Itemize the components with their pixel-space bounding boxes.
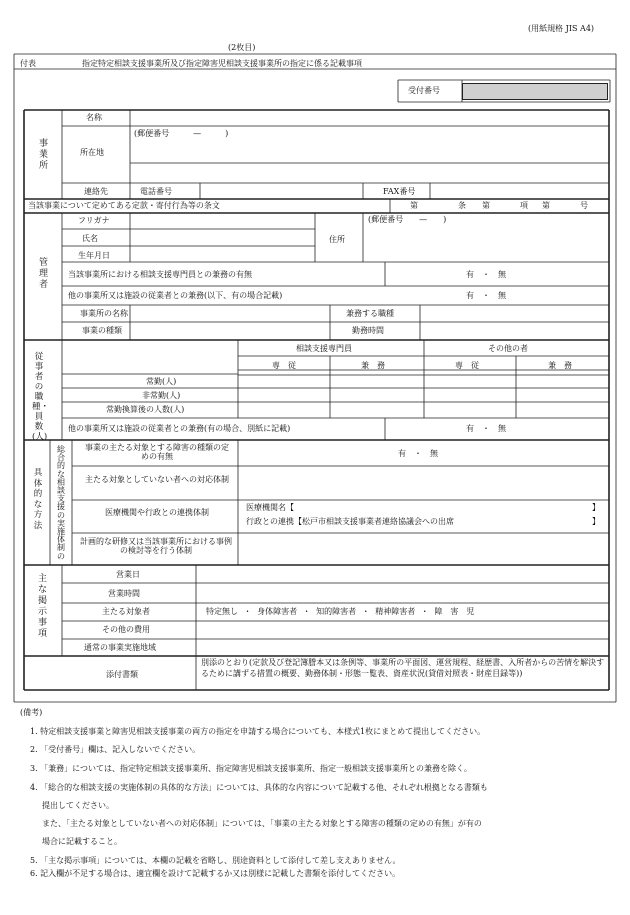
office-fax-label: FAX番号 [383,187,416,196]
manager-hours-label: 勤務時間 [352,326,384,335]
staff-row-converted: 常勤換算後の人数(人) [106,405,185,414]
manager-section-label: 管理者 [38,258,48,290]
office-postal-code[interactable]: (郵便番号 — ) [134,129,229,138]
manager-business-type-label: 事業の種類 [82,326,122,335]
office-section-label: 事業所 [38,139,48,171]
note-4-cont-3: 場合に記載すること。 [42,837,122,846]
articles-go: 号 [580,201,588,210]
system-target-definition-label: 事業の主たる対象とする障害の種類の定めの有無 [85,443,229,462]
manager-position-label: 兼務する職種 [346,309,394,318]
articles-jo: 条 [458,201,466,210]
manager-concurrent-other-choice[interactable]: 有 ・ 無 [466,291,506,300]
staff-concurrent-other-choice[interactable]: 有 ・ 無 [466,424,506,433]
form-title: 指定特定相談支援事業所及び指定障害児相談支援事業所の指定に係る記載事項 [82,59,362,68]
manager-concurrent-other-label: 他の事業所又は施設の従業者との兼務(以下、有の場合記載) [68,291,283,300]
appendix-label: 付表 [20,59,36,68]
office-contact-label: 連絡先 [84,187,108,196]
articles-ko: 項 [520,201,528,210]
manager-name-label: 氏名 [82,234,98,243]
system-inner-label: 総合的な相談支援の実施体制の [57,445,65,561]
display-target-label: 主たる対象者 [102,607,150,616]
manager-postal-code[interactable]: (郵便番号 — ) [368,215,447,224]
system-outer-label: 具体的な方法 [33,468,43,531]
note-1: 1. 特定相談支援事業と障害児相談支援事業の両方の指定を申請する場合についても、本様式1枚にまとめて提出してください。 [30,727,486,736]
office-address-label: 所在地 [80,148,104,157]
display-area-label: 通常の事業実施地域 [84,643,156,652]
staff-row-parttime: 非常勤(人) [142,391,181,400]
staff-specialist-concurrent: 兼 務 [361,361,385,370]
system-non-target-label: 主たる対象としていない者への対応体制 [85,475,229,484]
note-4-cont-2: また、「主たる対象としていない者への対応体制」については、「事業の主たる対象とする障害の種類の定めの有無」が有の [42,819,482,828]
receipt-number-label: 受付番号 [408,86,440,95]
articles-dai-2: 第 [482,201,490,210]
notes-heading: (備考) [20,708,43,717]
system-medical-institution-end: 】 [592,503,600,512]
system-target-definition-choice[interactable]: 有 ・ 無 [398,449,438,458]
display-business-days-label: 営業日 [116,570,140,579]
staff-other-fulltime: 専 従 [455,361,479,370]
articles-dai-1: 第 [410,201,418,210]
system-cooperation-label: 医療機関や行政との連携体制 [105,508,209,517]
staff-specialist-fulltime: 専 従 [272,361,296,370]
note-6: 6. 記入欄が不足する場合は、適宜欄を設けて記載するか又は別様に記載した書類を添付してください。 [30,869,401,878]
system-training-label: 計画的な研修又は当該事業所における事例の検討等を行う体制 [80,537,232,556]
attachment-text: 別添のとおり(定款及び登記簿謄本又は条例等、事業所の平面図、運営規程、経歴書、入所者からの苦情を解決するために講ずる措置の概要、勤務体制・形態一覧表、資産状況(貸借対照表・財産目録等)) [201,658,605,678]
system-medical-institution[interactable]: 医療機関名【 [246,503,294,512]
note-5: 5. 「主な掲示事項」については、本欄の記載を省略し、別途資料として添付して差し支えありません。 [30,856,401,865]
articles-label: 当該事業について定めてある定款・寄付行為等の条文 [28,201,220,210]
note-4: 4. 「総合的な相談支援の実施体制の具体的な方法」については、具体的な内容について記載する他、それぞれ根拠となる書類も [30,783,488,792]
articles-dai-3: 第 [542,201,550,210]
display-target-options[interactable]: 特定無し ・ 身体障害者 ・ 知的障害者 ・ 精神障害者 ・ 障 害 児 [206,607,475,616]
attachment-label: 添付書類 [106,670,138,679]
paper-spec: (用紙規格 JIS A4) [528,24,595,33]
page-number: (2枚目) [228,43,256,52]
staff-section-label: 従事者の職種・員数(人) [32,352,50,442]
manager-address-label: 住所 [329,235,345,244]
manager-furigana-label: フリガナ [78,216,110,225]
manager-concurrent-specialist-label: 当該事業所における相談支援専門員との兼務の有無 [68,270,252,279]
manager-concurrent-specialist-choice[interactable]: 有 ・ 無 [466,270,506,279]
display-fee-label: その他の費用 [102,625,150,634]
office-phone-label: 電話番号 [140,187,172,196]
note-3: 3. 「兼務」については、指定特定相談支援事業所、指定障害児相談支援事業所、指定一般相談支援事業所との兼務を除く。 [30,764,472,773]
staff-other-concurrent: 兼 務 [548,361,572,370]
display-section-label: 主な掲示事項 [37,574,47,639]
note-2: 2. 「受付番号」欄は、記入しないでください。 [30,745,201,754]
note-4-cont-1: 提出してください。 [42,801,114,810]
manager-facility-name-label: 事業所の名称 [80,309,128,318]
staff-row-fulltime: 常勤(人) [146,377,177,386]
system-government-cooperation[interactable]: 行政との連携【松戸市相談支援事業者連絡協議会への出席 [246,517,454,526]
staff-specialist-header: 相談支援専門員 [296,344,352,353]
staff-other-header: その他の者 [488,344,528,353]
office-name-label: 名称 [86,113,102,122]
staff-concurrent-other-label: 他の事業所又は施設の従業者との兼務(有の場合、別紙に記載) [68,424,291,433]
display-business-hours-label: 営業時間 [108,589,140,598]
manager-birth-label: 生年月日 [78,251,110,260]
system-government-cooperation-end: 】 [592,517,600,526]
